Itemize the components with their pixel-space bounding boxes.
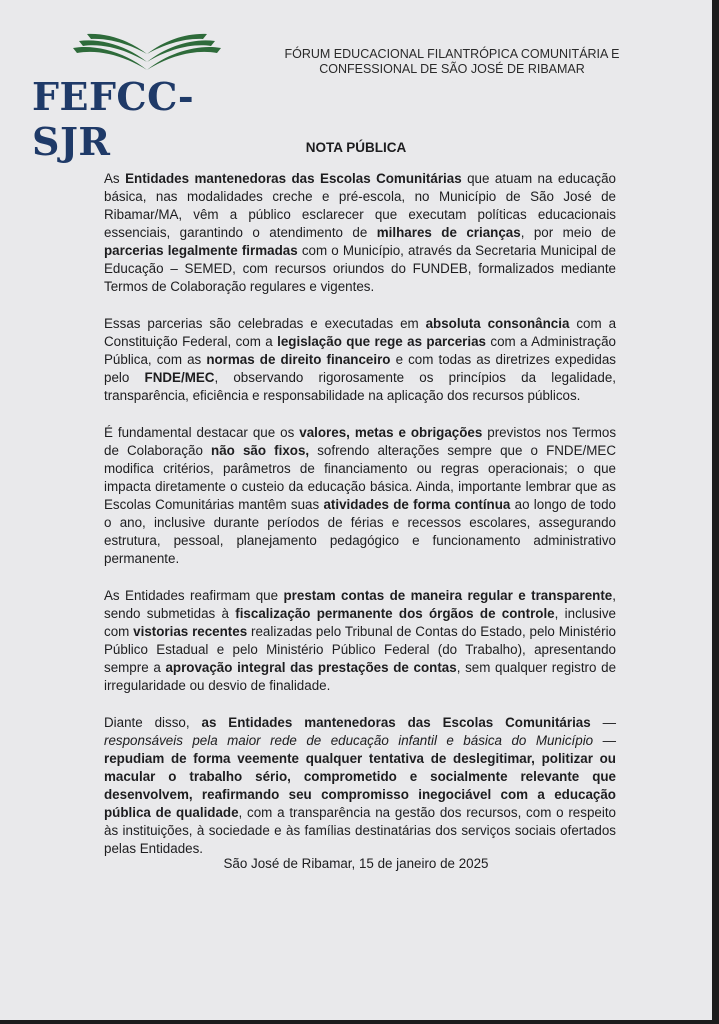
paragraph	[104, 424, 616, 568]
bold-text: absoluta consonância	[425, 316, 570, 331]
date-line: São José de Ribamar, 15 de janeiro de 2025	[223, 856, 489, 871]
text-run: previstos nos Termos de Colaboração	[104, 425, 617, 458]
text-run: É fundamental destacar que os	[104, 425, 300, 440]
bold-text: Entidades mantenedoras das Escolas Comunitárias	[125, 171, 462, 186]
text-run: —	[590, 715, 616, 730]
text-run: As Entidades reafirmam que	[104, 588, 284, 603]
text-run: , sem qualquer registro de irregularidade ou desvio de finalidade.	[104, 660, 617, 693]
bold-text: não são fixos,	[211, 443, 310, 458]
logo-text: FEFCC-SJR	[32, 74, 195, 164]
bold-text: prestam contas de maneira regular e transparente	[283, 588, 613, 603]
document-body	[104, 170, 616, 877]
text-run: As	[104, 171, 126, 186]
italic-text: responsáveis pela maior rede de educação infantil e básica do Município	[104, 733, 594, 748]
paragraph	[104, 714, 616, 858]
text-run: realizadas pelo Tribunal de Contas do Estado, pelo Ministério Público Estadual e pelo Ministério Público Federal (do Trabalho), apresentando sempre a	[104, 624, 616, 675]
text-run: com a Administração Pública, com as	[104, 334, 616, 367]
text-run: , sendo submetidas à	[104, 588, 616, 621]
text-run: , observando rigorosamente os princípios da legalidade, transparência, eficiência e responsabilidade na aplicação dos recursos públicos.	[104, 370, 616, 403]
text-run: Essas parcerias são celebradas e executadas em	[104, 316, 426, 331]
paragraph	[104, 587, 616, 695]
bold-text: legislação que rege as parcerias	[277, 334, 486, 349]
bold-text: FNDE/MEC	[144, 370, 215, 385]
bold-text: normas de direito financeiro	[206, 352, 391, 367]
text-run: que atuam na educação básica, nas modalidades creche e pré-escola, no Município de São José de Ribamar/MA, vêm a público esclarecer que executam políticas educacionais essenciais, garantindo o atendimento de	[104, 171, 616, 240]
bold-text: fiscalização permanente dos órgãos de controle	[235, 606, 555, 621]
paragraph	[104, 315, 616, 405]
bold-text: vistorias recentes	[133, 624, 248, 639]
bold-text: repudiam de forma veemente qualquer tentativa de deslegitimar, politizar ou macular o trabalho sério, comprometido e socialmente relevante que desenvolvem, reafirmando seu compromisso inegociável com a educação pública de qualidade	[104, 751, 616, 820]
bold-text: milhares de crianças	[376, 225, 521, 240]
org-name-line-1: FÓRUM EDUCACIONAL FILANTRÓPICA COMUNITÁRIA E	[284, 47, 620, 61]
text-run: Diante disso,	[104, 715, 202, 730]
text-run: com a Constituição Federal, com a	[104, 316, 617, 349]
text-run: , com a transparência na gestão dos recursos, com o respeito às instituições, à sociedade e às famílias destinatárias dos serviços sociais ofertados pelas Entidades.	[104, 805, 616, 856]
text-run: , por meio de	[520, 225, 617, 240]
org-name-line-2: CONFESSIONAL DE SÃO JOSÉ DE RIBAMAR	[319, 62, 585, 76]
paragraph	[104, 170, 616, 296]
text-run: , inclusive com	[104, 606, 616, 639]
organization-name	[272, 47, 632, 77]
text-run: e com todas as diretrizes expedidas pelo	[104, 352, 616, 385]
text-run: sofrendo alterações sempre que o FNDE/MEC modifica critérios, parâmetros de financiamento ou regras operacionais; o que impacta diretamente o custeio da educação básica. Ainda, importante lembrar que as Escolas Comunitárias mantêm suas	[104, 443, 617, 512]
bold-text: as Entidades mantenedoras das Escolas Comunitárias	[201, 715, 591, 730]
open-book-icon	[65, 30, 230, 74]
bold-text: aprovação integral das prestações de contas	[165, 660, 457, 675]
text-run: —	[593, 733, 616, 748]
text-run: ao longo de todo o ano, inclusive durante períodos de férias e recessos escolares, assegurando estrutura, pessoal, planejamento pedagógico e funcionamento administrativo permanente.	[104, 497, 617, 566]
bold-text: valores, metas e obrigações	[299, 425, 483, 440]
bold-text: atividades de forma contínua	[323, 497, 511, 512]
document-title: NOTA PÚBLICA	[305, 140, 407, 155]
text-run: com o Município, através da Secretaria Municipal de Educação – SEMED, com recursos oriundos do FUNDEB, formalizados mediante Termos de Colaboração regulares e vigentes.	[104, 243, 616, 294]
logo	[30, 30, 270, 164]
bold-text: parcerias legalmente firmadas	[104, 243, 298, 258]
